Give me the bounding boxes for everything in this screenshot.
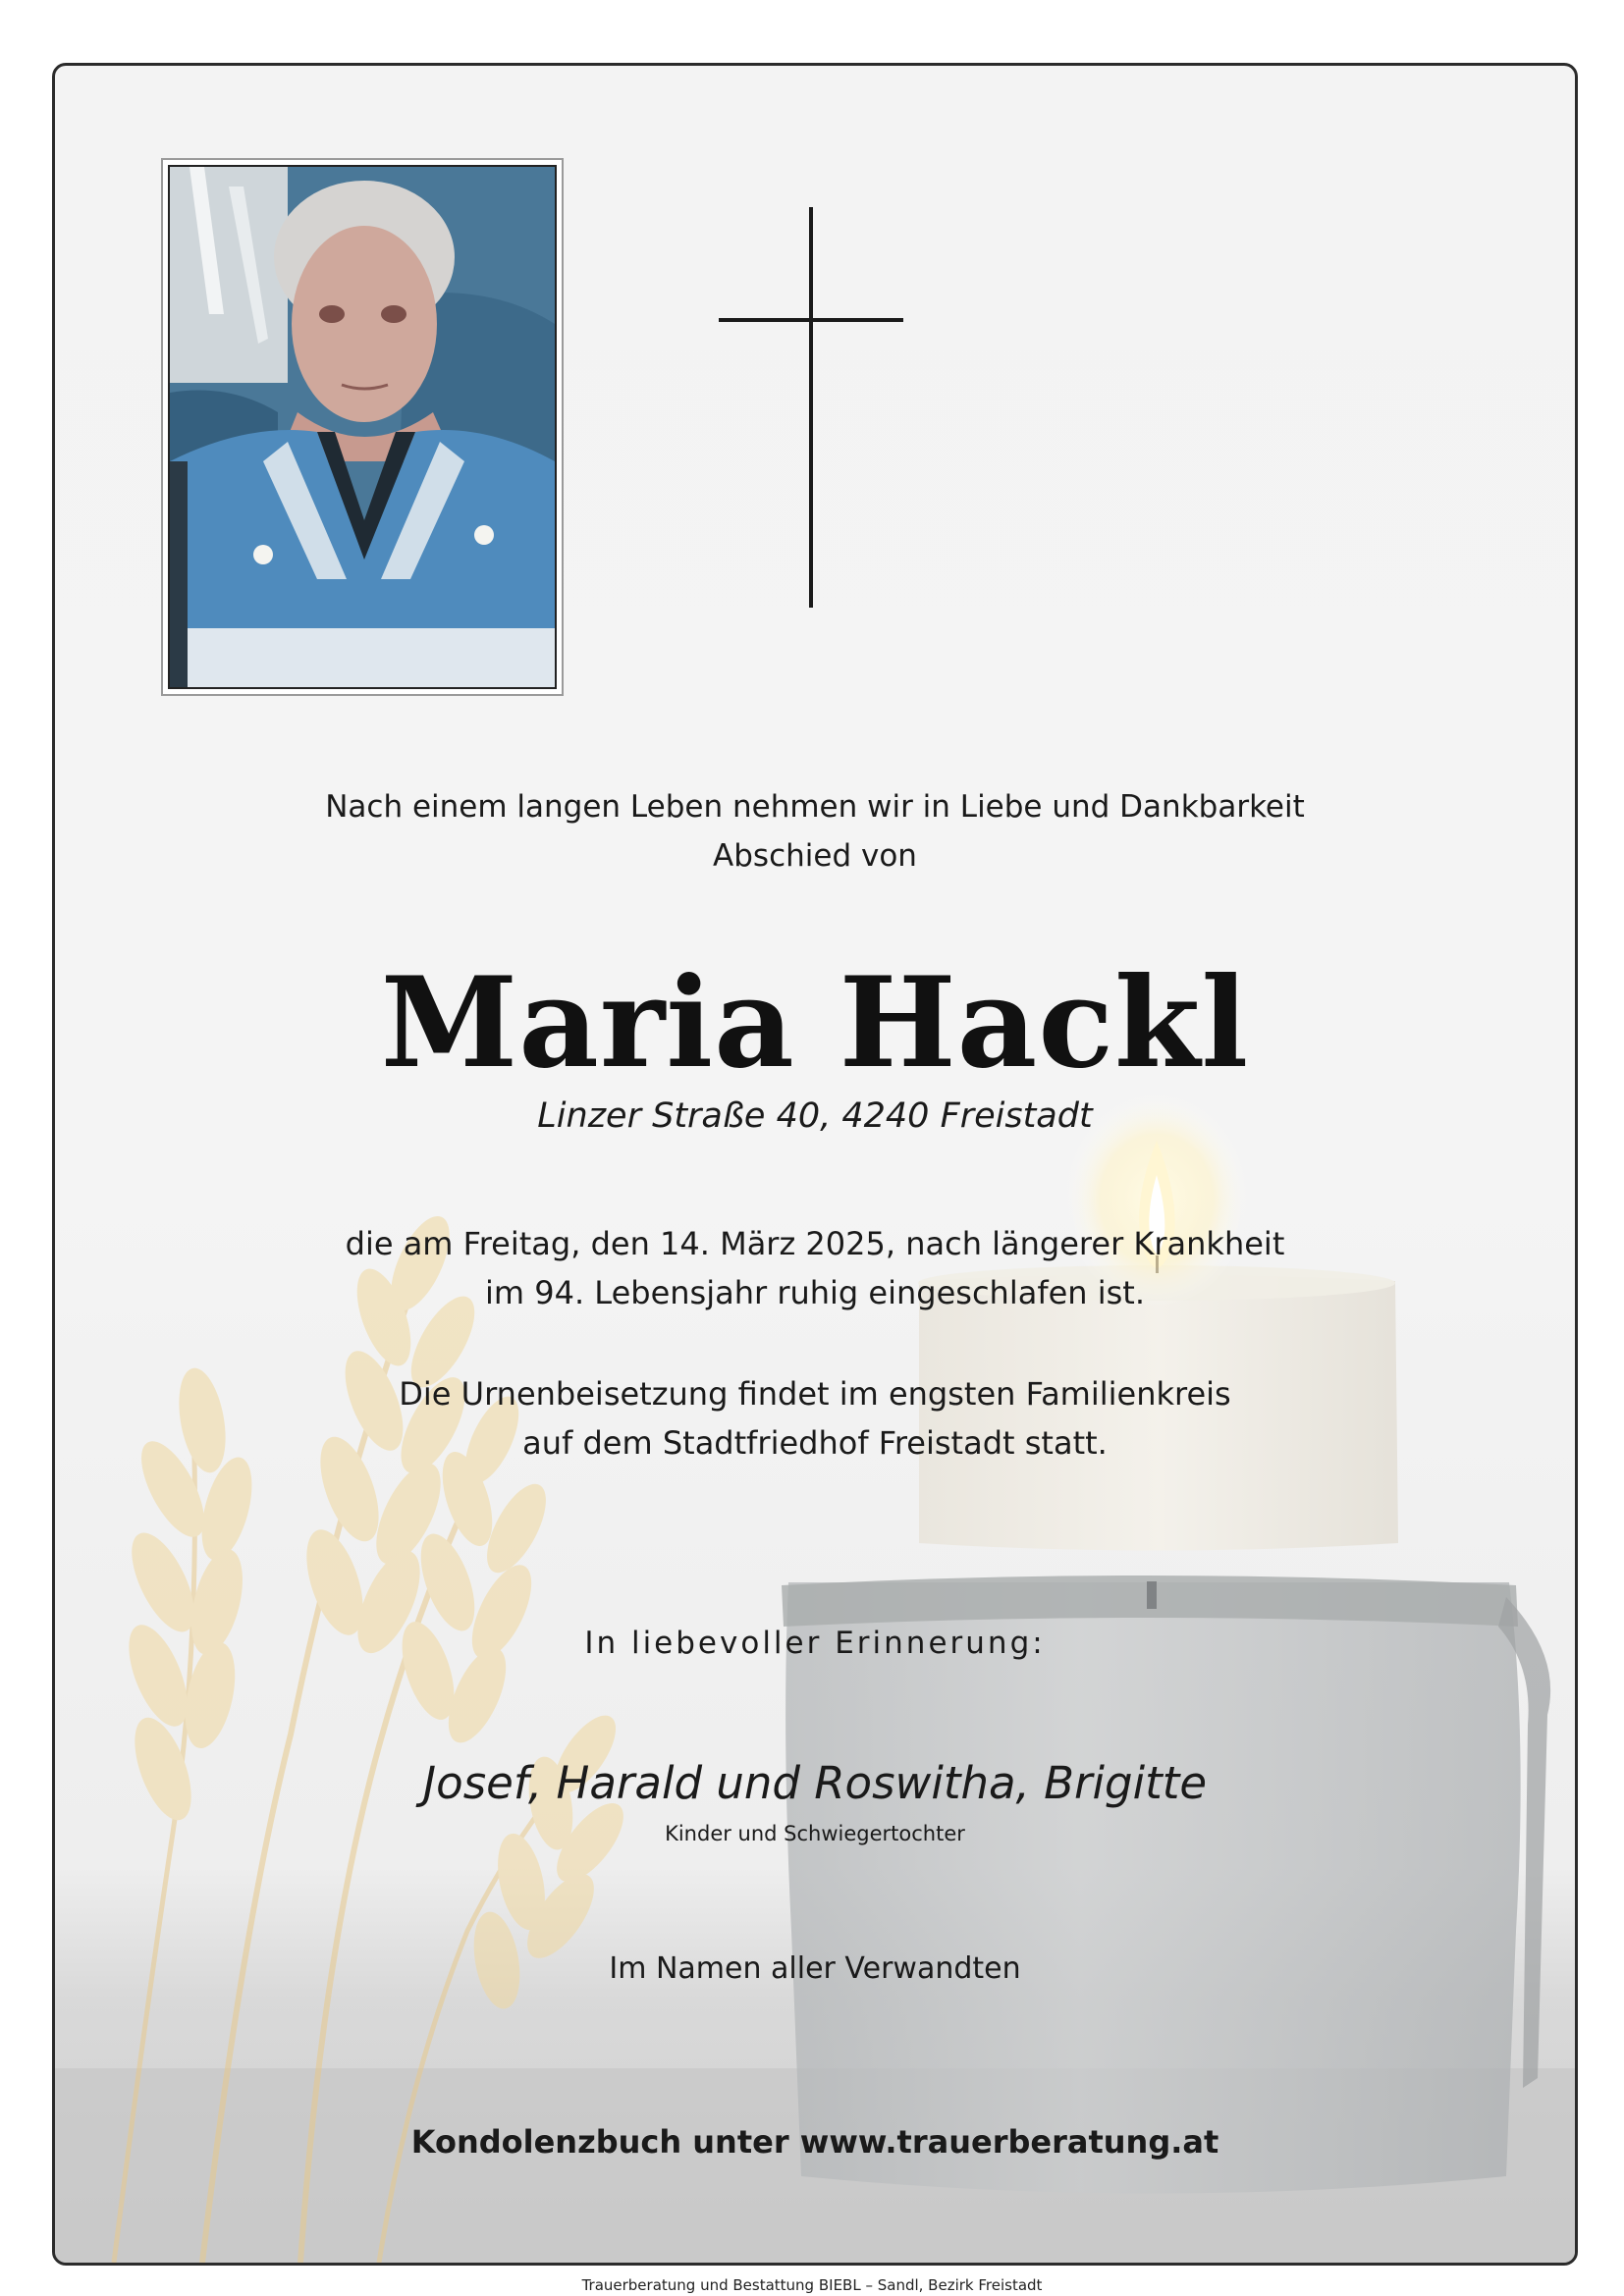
intro-line-1: Nach einem langen Leben nehmen wir in Liebe und Dankbarkeit xyxy=(325,789,1305,825)
mourner-names: Josef, Harald und Roswitha, Brigitte xyxy=(422,1757,1208,1809)
death-notice xyxy=(55,1219,1575,1317)
mourner-relation: Kinder und Schwiegertochter xyxy=(665,1822,965,1845)
condolence-book-link[interactable]: Kondolenzbuch unter www.trauerberatung.at xyxy=(410,2123,1219,2161)
death-notice-line-1: die am Freitag, den 14. März 2025, nach längerer Krankheit xyxy=(345,1225,1285,1262)
memory-heading: In liebevoller Erinnerung: xyxy=(584,1626,1046,1661)
intro-line-2: Abschied von xyxy=(713,838,917,874)
deceased-address: Linzer Straße 40, 4240 Freistadt xyxy=(537,1096,1093,1136)
portrait-photo xyxy=(168,165,557,689)
intro-text xyxy=(55,782,1575,881)
cross-horizontal-bar xyxy=(719,318,903,322)
funeral-home-footer: Trauerberatung und Bestattung BIEBL – Sandl, Bezirk Freistadt xyxy=(581,2276,1043,2294)
burial-notice xyxy=(55,1369,1575,1468)
death-notice-line-2: im 94. Lebensjahr ruhig eingeschlafen ist. xyxy=(485,1274,1145,1311)
cross-icon xyxy=(713,207,909,612)
portrait-frame xyxy=(161,158,564,696)
obituary-card xyxy=(52,63,1578,2266)
cross-vertical-bar xyxy=(809,207,813,608)
burial-notice-line-2: auf dem Stadtfriedhof Freistadt statt. xyxy=(522,1424,1108,1462)
relatives-line: Im Namen aller Verwandten xyxy=(609,1951,1021,1986)
deceased-name: Maria Hackl xyxy=(380,950,1250,1095)
burial-notice-line-1: Die Urnenbeisetzung findet im engsten Familienkreis xyxy=(399,1375,1231,1413)
